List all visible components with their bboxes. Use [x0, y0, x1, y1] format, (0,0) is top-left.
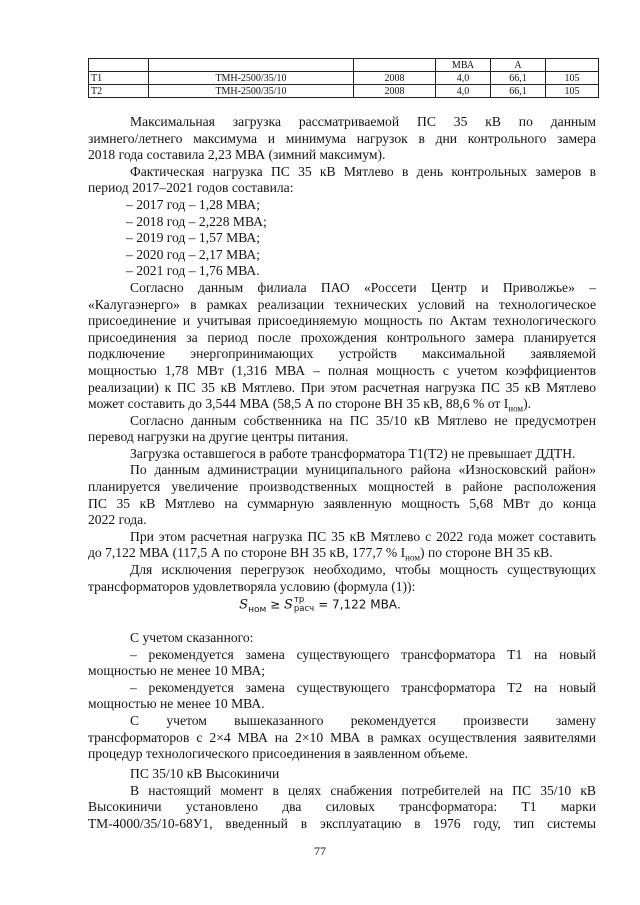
- list-item: – 2020 год – 2,17 МВА;: [126, 246, 261, 262]
- list-item: – 2021 год – 1,76 МВА.: [126, 263, 260, 279]
- table-cell: 66,1: [491, 72, 546, 85]
- text-line: мощностью не менее 10 МВА;: [88, 663, 265, 679]
- text-line: планируется увеличение производственных мощностей в районе расположения: [88, 479, 596, 495]
- list-item: – 2018 год – 2,228 МВА;: [126, 213, 267, 229]
- table-row: [89, 72, 599, 85]
- table-row: [89, 85, 599, 98]
- text-line: присоединения за период после прохождения контрольного замера планируется: [88, 329, 596, 345]
- table-cell: 105: [546, 85, 599, 98]
- list-item: – 2017 год – 1,28 МВА;: [126, 196, 261, 212]
- text-line: Максимальная загрузка рассматриваемой ПС 35 кВ по данным: [130, 114, 596, 129]
- text-line: реализации) к ПС 35 кВ Мятлево. При этом расчетная нагрузка ПС 35 кВ Мятлево: [88, 379, 596, 395]
- table-units-row: [89, 59, 599, 72]
- table-cell: [149, 59, 354, 72]
- text-line: процедур технологического присоединения в заявленном объеме.: [88, 746, 469, 762]
- formula-superscript: тр: [293, 595, 305, 605]
- text-line: ПС 35 кВ Мятлево на суммарную заявленную мощность 5,68 МВт до конца: [88, 495, 596, 511]
- formula: [0, 596, 640, 614]
- text-line: [88, 545, 596, 562]
- text-line: период 2017–2021 годов составила:: [88, 180, 294, 196]
- text-line: С учетом сказанного:: [130, 630, 254, 645]
- text-line: Согласно данным собственника на ПС 35/10 кВ Мятлево не предусмотрен: [130, 412, 596, 428]
- text-fragment: до 7,122 МВА (117,5 А по стороне ВН 35 кВ, 177,7 % I: [88, 545, 406, 561]
- text-line: 2018 года составила 2,23 МВА (зимний максимум).: [88, 147, 386, 163]
- text-line: Фактическая нагрузка ПС 35 кВ Мятлево в день контрольных замеров в: [130, 163, 596, 179]
- list-item: – рекомендуется замена существующего трансформатора Т1 на новый: [130, 646, 596, 662]
- table-cell: 4,0: [436, 85, 491, 98]
- text-line: трансформаторов удовлетворяла условию (формула (1)):: [88, 578, 416, 594]
- table-cell: Т2: [89, 85, 149, 98]
- table-cell: А: [491, 59, 546, 72]
- text-fragment: может составить до 3,544 МВА (58,5 А по стороне ВН 35 кВ, 88,6 % от I: [88, 396, 509, 412]
- table-cell: МВА: [436, 59, 491, 72]
- section-title: ПС 35/10 кВ Высокиничи: [130, 766, 280, 781]
- formula-symbol: S: [239, 597, 249, 613]
- text-line: подключение энергопринимающих устройств максимальной заявляемой: [88, 346, 596, 362]
- list-item: – 2019 год – 1,57 МВА;: [126, 230, 261, 246]
- formula-subscript: расч: [293, 604, 315, 614]
- formula-supsub: [294, 596, 314, 614]
- text-line: Для исключения перегрузок необходимо, чтобы мощность существующих: [130, 562, 596, 578]
- table-cell: 105: [546, 72, 599, 85]
- formula-operator: ≥: [270, 597, 281, 612]
- table-cell: 4,0: [436, 72, 491, 85]
- text-line: [88, 396, 596, 413]
- text-line: мощностью 1,78 МВт (1,316 МВА – полная мощность с учетом коэффициентов: [88, 362, 596, 378]
- text-fragment: ).: [523, 396, 532, 412]
- text-line: При этом расчетная нагрузка ПС 35 кВ Мятлево с 2022 года может составить: [130, 528, 596, 544]
- text-line: 2022 года.: [88, 512, 147, 528]
- text-line: трансформаторов с 2×4 МВА на 2×10 МВА в рамках осуществления заявителями: [88, 729, 596, 745]
- text-line: Загрузка оставшегося в работе трансформатора Т1(Т2) не превышает ДДТН.: [130, 445, 576, 461]
- table-cell: 2008: [354, 72, 436, 85]
- body-text-lower: [88, 630, 596, 763]
- formula-symbol: S: [283, 597, 293, 613]
- text-line: «Калугаэнерго» в рамках реализации технических условий на технологическое: [88, 296, 596, 312]
- text-line: зимнего/летнего максимума и минимума нагрузок в дни контрольного замера: [88, 130, 596, 146]
- table-cell: 2008: [354, 85, 436, 98]
- text-line: Согласно данным филиала ПАО «Россети Центр и Приволжье» –: [130, 279, 596, 295]
- table-cell: [546, 59, 599, 72]
- text-line: присоединение и учитывая присоединяемую мощность по Актам технологического: [88, 313, 596, 329]
- text-fragment: ) по стороне ВН 35 кВ.: [420, 545, 553, 561]
- table-cell: [354, 59, 436, 72]
- text-line: По данным администрации муниципального района «Износковский район»: [130, 462, 596, 478]
- list-item: – рекомендуется замена существующего трансформатора Т2 на новый: [130, 679, 596, 695]
- text-line: перевод нагрузки на другие центры питания.: [88, 429, 349, 445]
- formula-result: = 7,122 МВА.: [318, 597, 401, 612]
- table-cell: ТМН-2500/35/10: [149, 72, 354, 85]
- table-cell: Т1: [89, 72, 149, 85]
- transformer-table: [88, 58, 599, 98]
- subscript: ном: [508, 403, 524, 413]
- text-line: Высокиничи установлено два силовых трансформатора: Т1 марки: [88, 799, 596, 815]
- text-line: мощностью не менее 10 МВА.: [88, 696, 265, 712]
- text-line: ТМ-4000/35/10-68У1, введенный в эксплуатацию в 1976 году, тип системы: [88, 815, 596, 831]
- text-line: В настоящий момент в целях снабжения потребителей на ПС 35/10 кВ: [130, 782, 596, 798]
- table-cell: [89, 59, 149, 72]
- formula-subscript: ном: [248, 604, 267, 615]
- table-cell: ТМН-2500/35/10: [149, 85, 354, 98]
- subscript: ном: [405, 553, 421, 563]
- body-text-upper: [88, 114, 596, 595]
- page-number: 77: [314, 844, 326, 858]
- text-line: С учетом вышеказанного рекомендуется произвести замену: [130, 712, 596, 728]
- section-block: [88, 766, 596, 832]
- table-cell: 66,1: [491, 85, 546, 98]
